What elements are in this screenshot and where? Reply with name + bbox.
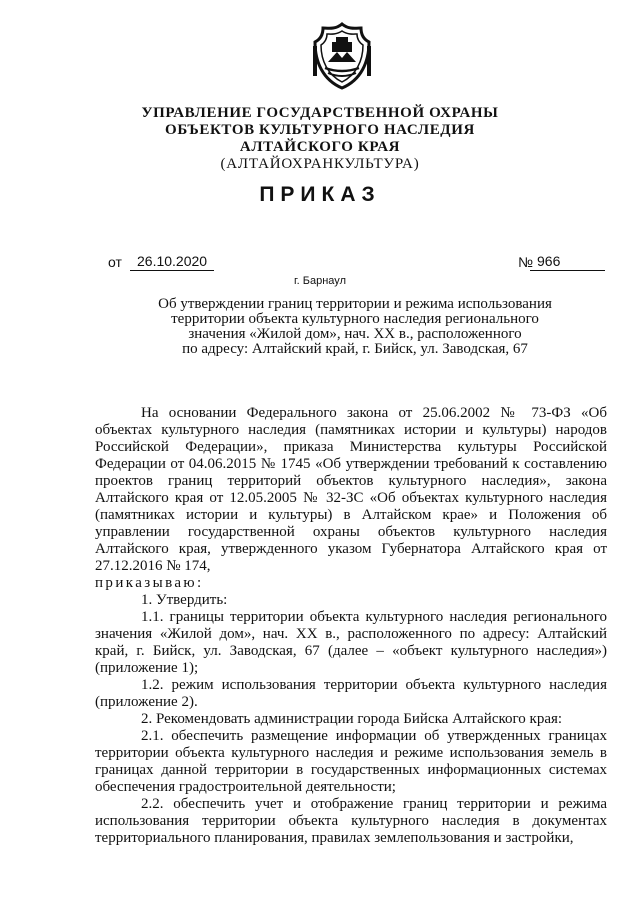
document-date: 26.10.2020: [137, 253, 208, 269]
document-body: [95, 405, 607, 847]
item-2-2: 2.2. обеспечить учет и отображение границ территории и режима использования территории объекта культурного наследия в документах территориального планирования, правилах землепользования и застройки,: [95, 796, 607, 846]
item-1: 1. Утвердить:: [141, 592, 228, 608]
document-number: 966: [537, 253, 561, 269]
subject-line: значения «Жилой дом», нач. XX в., расположенного: [188, 326, 522, 342]
item-2: 2. Рекомендовать администрации города Бийска Алтайского края:: [141, 711, 563, 727]
subject: [0, 297, 640, 357]
item-2-1: 2.1. обеспечить размещение информации об утвержденных границах территории объекта культурного наследия и режиме использования земель в границах данной территории в государственных информационных системах обеспечения градостроительной деятельности;: [95, 728, 607, 795]
date-underline: [130, 270, 214, 271]
number-prefix: №: [518, 254, 534, 270]
org-short-name: (АЛТАЙОХРАНКУЛЬТУРА): [220, 156, 420, 172]
subject-line: Об утверждении границ территории и режима использования: [158, 296, 552, 312]
number-underline: [530, 270, 605, 271]
org-name-line-1: УПРАВЛЕНИЕ ГОСУДАРСТВЕННОЙ ОХРАНЫ: [141, 105, 499, 121]
preamble-paragraph: На основании Федерального закона от 25.06.2002 № 73-ФЗ «Об объектах культурного наследия (памятниках истории и культуры) народов Российской Федерации», приказа Министерства культуры Российской Федерации от 04.06.2015 № 1745 «Об утверждении требований к составлению проектов границ территорий объектов культурного наследия», закона Алтайского края от 12.05.2005 № 32-ЗС «Об объектах культурного наследия (памятниках истории и культуры) в Алтайском крае» и Положения об управлении государственной охраны объектов культурного наследия Алтайского края, утвержденного указом Губернатора Алтайского края от 27.12.2016 № 174,: [95, 405, 607, 574]
city: г. Барнаул: [294, 275, 346, 287]
date-prefix: от: [108, 254, 122, 270]
item-1-1: 1.1. границы территории объекта культурного наследия регионального значения «Жилой дом», нач. XX в., расположенного по адресу: Алтайский край, г. Бийск, ул. Заводская, 67 (далее – «объект культурного наследия») (приложение 1);: [95, 609, 607, 676]
org-name-line-2: ОБЪЕКТОВ КУЛЬТУРНОГО НАСЛЕДИЯ: [165, 122, 475, 138]
coat-of-arms-icon: [309, 22, 375, 90]
org-name-line-3: АЛТАЙСКОГО КРАЯ: [239, 139, 401, 155]
document-title: ПРИКАЗ: [259, 183, 381, 206]
subject-line: по адресу: Алтайский край, г. Бийск, ул. Заводская, 67: [182, 341, 528, 357]
subject-line: территории объекта культурного наследия регионального: [171, 311, 539, 327]
item-1-2: 1.2. режим использования территории объекта культурного наследия (приложение 2).: [95, 677, 607, 710]
order-word: приказываю:: [95, 575, 204, 591]
